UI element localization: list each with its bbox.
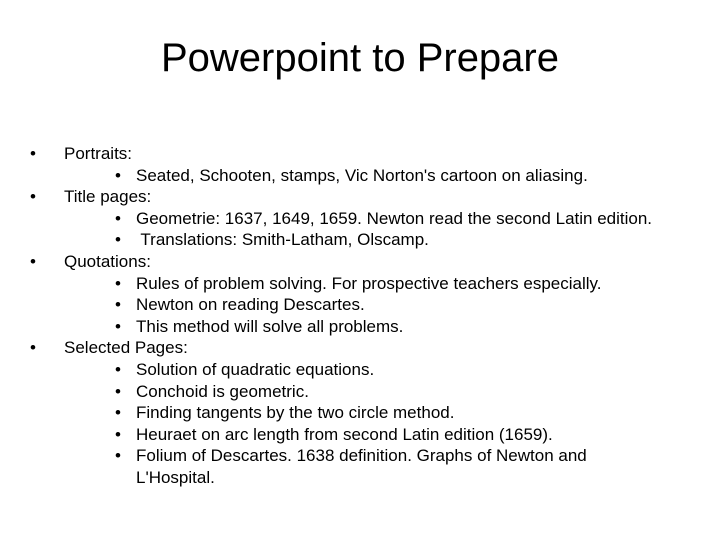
bullet-icon: •: [30, 251, 36, 271]
sub-bullet-text: Geometrie: 1637, 1649, 1659. Newton read the second Latin edition.: [136, 208, 653, 228]
sub-bullet-text: This method will solve all problems.: [136, 316, 404, 336]
bullet-icon: •: [30, 338, 36, 358]
bullet-item: [30, 186, 700, 208]
sub-bullet-item: [30, 229, 700, 251]
sub-bullet-item: [30, 424, 700, 446]
sub-bullet-text: Finding tangents by the two circle method.: [136, 403, 455, 423]
bullet-label: Quotations:: [64, 251, 151, 271]
sub-bullet-text: Conchoid is geometric.: [136, 381, 309, 401]
sub-bullet-text: Seated, Schooten, stamps, Vic Norton's cartoon on aliasing.: [136, 165, 588, 185]
bullet-label: Portraits:: [64, 144, 133, 163]
sub-bullet-item: [30, 359, 700, 381]
section-portraits: [30, 143, 700, 186]
bullet-icon: •: [115, 359, 121, 379]
sub-bullet-item: [30, 445, 700, 488]
bullet-icon: •: [115, 165, 121, 185]
bullet-label: Title pages:: [64, 187, 152, 207]
sub-bullet-text: Heuraet on arc length from second Latin edition (1659).: [136, 424, 553, 444]
bullet-label: Selected Pages:: [64, 338, 188, 358]
bullet-icon: •: [115, 424, 121, 444]
sub-bullet-text: Newton on reading Descartes.: [136, 295, 365, 315]
slide-body: [30, 143, 700, 489]
bullet-icon: •: [115, 446, 121, 466]
bullet-icon: •: [115, 208, 121, 228]
bullet-item: [30, 251, 700, 273]
bullet-icon: •: [115, 381, 121, 401]
sub-bullet-item: [30, 316, 700, 338]
bullet-icon: •: [115, 295, 121, 315]
sub-bullet-item: [30, 294, 700, 316]
bullet-icon: •: [115, 230, 121, 250]
sub-bullet-item: [30, 273, 700, 295]
sub-bullet-text: Rules of problem solving. For prospective teachers especially.: [136, 273, 602, 293]
sub-bullet-item: [30, 402, 700, 424]
sub-bullet-text: Solution of quadratic equations.: [136, 359, 375, 379]
sub-bullet-text: Translations: Smith-Latham, Olscamp.: [136, 230, 429, 250]
bullet-item: [30, 143, 700, 165]
bullet-icon: •: [115, 273, 121, 293]
section-quotations: [30, 251, 700, 337]
slide-title: Powerpoint to Prepare: [160, 36, 559, 80]
sub-bullet-item: [30, 381, 700, 403]
bullet-icon: •: [115, 316, 121, 336]
section-selected-pages: [30, 337, 700, 488]
bullet-icon: •: [115, 403, 121, 423]
bullet-icon: •: [30, 144, 36, 163]
bullet-item: [30, 337, 700, 359]
section-title-pages: [30, 186, 700, 251]
sub-bullet-item: [30, 165, 700, 187]
bullet-icon: •: [30, 187, 36, 207]
sub-bullet-text: Folium of Descartes. 1638 definition. Graphs of Newton and L'Hospital.: [136, 446, 587, 487]
sub-bullet-item: [30, 208, 700, 230]
